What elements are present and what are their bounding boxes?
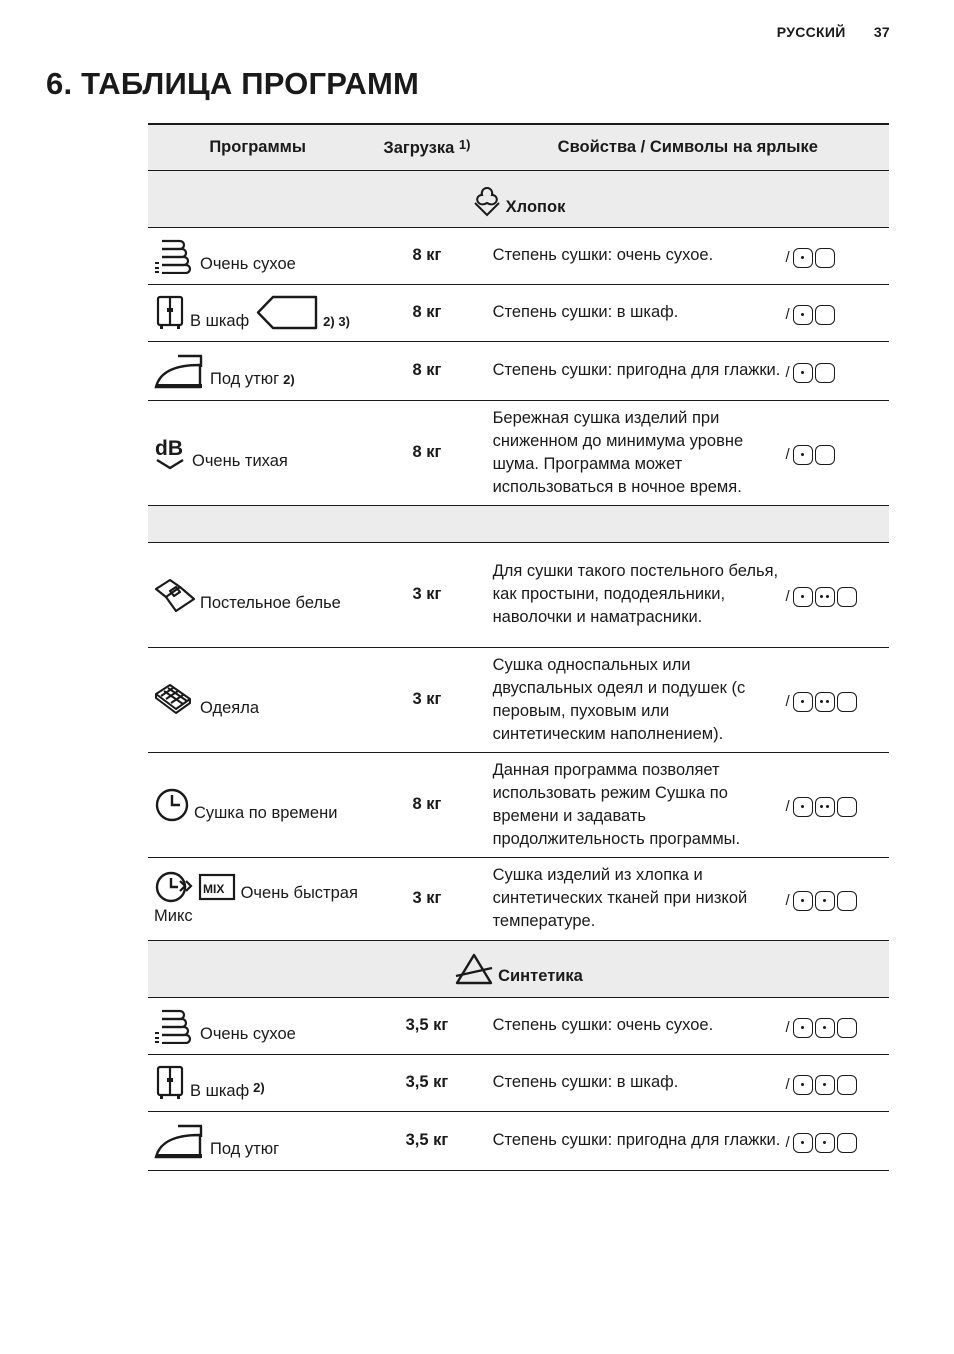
load-value: 3 кг [412, 690, 442, 708]
tumble-dry-icon [815, 445, 835, 465]
load-value: 3,5 кг [405, 1073, 449, 1091]
symbol-slash: / [785, 1076, 790, 1093]
svg-text:dB: dB [155, 436, 183, 460]
symbol-slash: / [785, 693, 790, 710]
symbol-slash: / [785, 588, 790, 605]
tumble-dry-normal-icon [815, 1133, 835, 1153]
tumble-dry-low-icon [793, 1133, 813, 1153]
symbol-slash: / [785, 306, 790, 323]
program-note: 2) [283, 371, 295, 387]
care-symbols [785, 441, 889, 465]
tumble-dry-low-icon [793, 692, 813, 712]
col-program-header: Программы [209, 137, 306, 156]
load-value: 8 кг [412, 303, 442, 321]
care-symbols [785, 1014, 889, 1038]
program-note: 2) [253, 1079, 265, 1095]
extra-dry-icon [154, 238, 196, 274]
tumble-dry-icon [837, 797, 857, 817]
tumble-dry-normal-icon [815, 1075, 835, 1095]
cotton-icon [472, 185, 502, 217]
tumble-dry-low-icon [793, 797, 813, 817]
table-row [148, 647, 889, 752]
program-label: Сушка по времени [194, 803, 338, 822]
page-header [753, 24, 890, 40]
tumble-dry-icon [815, 248, 835, 268]
care-symbols [785, 359, 889, 383]
table-row [148, 997, 889, 1054]
quiet-db-icon [154, 435, 188, 471]
tumble-dry-low-icon [793, 1018, 813, 1038]
symbol-slash: / [785, 364, 790, 381]
program-description: Степень сушки: пригодна для глажки. [492, 361, 781, 379]
table-row [148, 1054, 889, 1111]
program-label: В шкаф [190, 311, 250, 330]
table-header-row [148, 124, 889, 170]
tumble-dry-normal-icon [815, 692, 835, 712]
tumble-dry-icon [837, 1018, 857, 1038]
program-label: Очень быстрая Микс [154, 883, 358, 925]
quick-mix-icon [154, 870, 236, 904]
tumble-dry-normal-icon [815, 891, 835, 911]
extra-dry-icon [154, 1008, 196, 1044]
symbol-slash: / [785, 1019, 790, 1036]
section-row-synthetic [148, 940, 889, 997]
tumble-dry-icon [815, 363, 835, 383]
program-label: Одеяла [200, 698, 260, 717]
program-description: Сушка изделий из хлопка и синтетических тканей при низкой температуре. [492, 866, 748, 930]
table-row [148, 1111, 889, 1170]
program-label: Под утюг [210, 369, 280, 388]
tumble-dry-low-icon [793, 305, 813, 325]
program-label: В шкаф [190, 1081, 250, 1100]
load-value: 3,5 кг [405, 1131, 449, 1149]
tumble-dry-icon [837, 891, 857, 911]
col-load-label: Загрузка [383, 138, 455, 157]
tumble-dry-low-icon [793, 1075, 813, 1095]
program-label: Очень сухое [200, 1024, 296, 1043]
program-label: Очень сухое [200, 254, 296, 273]
svg-text:MIX: MIX [203, 881, 225, 896]
load-value: 3 кг [412, 585, 442, 603]
col-props-header: Свойства / Символы на ярлыке [557, 137, 818, 156]
program-description: Степень сушки: очень сухое. [492, 1016, 714, 1034]
tumble-dry-normal-icon [815, 797, 835, 817]
table-row [148, 752, 889, 857]
tumble-dry-icon [815, 305, 835, 325]
program-label: Постельное белье [200, 593, 341, 612]
tumble-dry-icon [837, 587, 857, 607]
load-value: 3 кг [412, 889, 442, 907]
program-description: Степень сушки: очень сухое. [492, 246, 714, 264]
program-description: Степень сушки: пригодна для глажки. [492, 1131, 781, 1149]
symbol-slash: / [785, 798, 790, 815]
load-value: 8 кг [412, 246, 442, 264]
care-symbols [785, 1129, 889, 1153]
care-symbols [785, 1071, 889, 1095]
page-number: 37 [873, 24, 890, 40]
care-symbols [785, 301, 889, 325]
table-row [148, 341, 889, 400]
tumble-dry-low-icon [793, 891, 813, 911]
program-description: Степень сушки: в шкаф. [492, 303, 679, 321]
program-description: Сушка односпальных или двуспальных одеял и подушек (с перовым, пуховым или синтетическим наполнением). [492, 655, 746, 743]
bed-linen-icon [154, 577, 196, 613]
wardrobe-icon [154, 295, 186, 331]
section-synthetic-label: Синтетика [498, 967, 583, 985]
clock-icon [154, 787, 190, 823]
program-description: Степень сушки: в шкаф. [492, 1073, 679, 1091]
tumble-dry-low-icon [793, 587, 813, 607]
col-load-note: 1) [458, 136, 471, 152]
care-symbols [785, 688, 889, 712]
tumble-dry-icon [837, 1075, 857, 1095]
iron-icon [154, 1123, 206, 1159]
wardrobe-icon [154, 1065, 186, 1101]
load-value: 8 кг [412, 361, 442, 379]
care-symbols [785, 793, 889, 817]
symbol-slash: / [785, 446, 790, 463]
care-symbols [785, 887, 889, 911]
tumble-dry-low-icon [793, 363, 813, 383]
program-table [148, 123, 889, 1171]
program-label: Под утюг [210, 1139, 280, 1158]
tumble-dry-low-icon [793, 445, 813, 465]
table-row [148, 400, 889, 505]
synthetic-icon [454, 952, 494, 986]
hanger-tag-icon [255, 295, 319, 331]
page-title: 6. ТАБЛИЦА ПРОГРАММ [46, 66, 420, 101]
tumble-dry-normal-icon [815, 587, 835, 607]
load-value: 8 кг [412, 795, 442, 813]
empty-section-row [148, 505, 889, 542]
program-label: Очень тихая [192, 451, 288, 470]
section-row-cotton [148, 170, 889, 227]
care-symbols [785, 244, 889, 268]
col-load-header [367, 124, 486, 170]
program-description: Для сушки такого постельного белья, как простыни, пододеяльники, наволочки и наматрасники. [492, 562, 779, 626]
language-label: РУССКИЙ [776, 24, 846, 40]
care-symbols [785, 583, 889, 607]
section-cotton-label: Хлопок [505, 198, 566, 216]
symbol-slash: / [785, 1134, 790, 1151]
iron-icon [154, 353, 206, 389]
symbol-slash: / [785, 892, 790, 909]
load-value: 8 кг [412, 443, 442, 461]
duvet-icon [154, 682, 196, 718]
symbol-slash: / [785, 249, 790, 266]
tumble-dry-normal-icon [815, 1018, 835, 1038]
table-row [148, 227, 889, 284]
tumble-dry-low-icon [793, 248, 813, 268]
table-row [148, 542, 889, 647]
table-row [148, 857, 889, 940]
program-description: Данная программа позволяет использовать режим Сушка по времени и задавать продолжительность программы. [492, 760, 741, 848]
tumble-dry-icon [837, 692, 857, 712]
table-row [148, 284, 889, 341]
program-note: 2) 3) [323, 313, 350, 329]
load-value: 3,5 кг [405, 1016, 449, 1034]
tumble-dry-icon [837, 1133, 857, 1153]
program-description: Бережная сушка изделий при сниженном до минимума уровне шума. Программа может использоваться в ночное время. [492, 408, 744, 496]
